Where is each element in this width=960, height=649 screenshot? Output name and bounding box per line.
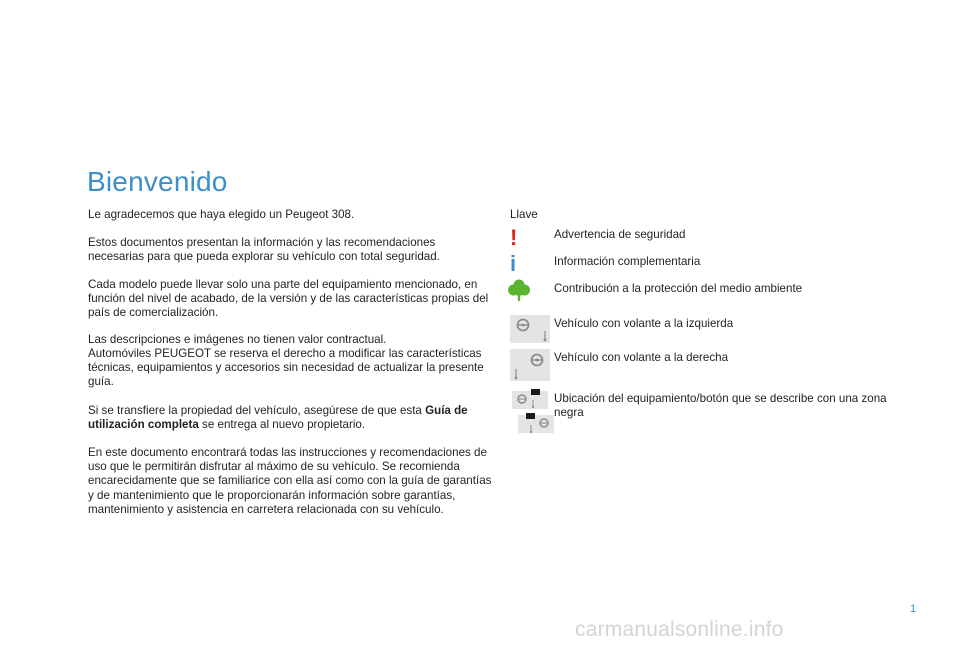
intro-paragraph-5 xyxy=(88,404,493,432)
intro-paragraph-5-end: se entrega al nuevo propietario. xyxy=(198,418,366,432)
key-label-warning: Advertencia de seguridad xyxy=(554,228,686,241)
key-label-environment: Contribución a la protección del medio ambiente xyxy=(554,282,803,295)
intro-paragraph-4b: Automóviles PEUGEOT se reserva el derecho a modificar las características técnicas, equipamientos y accesorios sin necesidad de actualizar la presente guía. xyxy=(88,347,484,389)
watermark: carmanualsonline.info xyxy=(575,618,784,641)
intro-paragraph-4a: Las descripciones e imágenes no tienen valor contractual. xyxy=(88,333,387,346)
key-label-info: Información complementaria xyxy=(554,255,701,268)
equipment-location-icon xyxy=(512,389,556,443)
page-title: Bienvenido xyxy=(87,166,228,197)
intro-paragraph-2: Estos documentos presentan la información y las recomendaciones necesarias para que pueda explorar su vehículo con total seguridad. xyxy=(88,236,440,264)
intro-paragraph-3: Cada modelo puede llevar solo una parte del equipamiento mencionado, en función del nivel de acabado, de la versión y de las características propias del país de comercialización. xyxy=(88,278,489,320)
key-title: Llave xyxy=(510,208,538,221)
page-number: 1 xyxy=(910,603,917,615)
info-icon: i xyxy=(510,251,517,276)
right-hand-drive-icon xyxy=(510,349,552,387)
key-label-right-hand-drive: Vehículo con volante a la derecha xyxy=(554,351,729,364)
key-label-left-hand-drive: Vehículo con volante a la izquierda xyxy=(554,317,734,330)
key-label-equipment-location: Ubicación del equipamiento/botón que se describe con una zona negra xyxy=(554,392,887,420)
guide-name: Guía de utilización completa xyxy=(88,404,468,432)
warning-icon: ! xyxy=(510,225,518,250)
intro-paragraph-5-start: Si se transfiere la propiedad del vehículo, asegúrese de que esta xyxy=(88,404,426,417)
intro-paragraph-1: Le agradecemos que haya elegido un Peugeot 308. xyxy=(88,208,355,221)
intro-paragraph-6: En este documento encontrará todas las instrucciones y recomendaciones de uso que le permitirán disfrutar al máximo de su vehículo. Se recomienda encarecidamente que se familiarice con ella así como con la guía de garantías y de mantenimiento que le proporcionarán información sobre garantías, mantenimiento y asistencia en carretera relacionada con su vehículo. xyxy=(88,446,492,516)
tree-icon xyxy=(507,278,531,306)
left-hand-drive-icon xyxy=(510,315,552,349)
